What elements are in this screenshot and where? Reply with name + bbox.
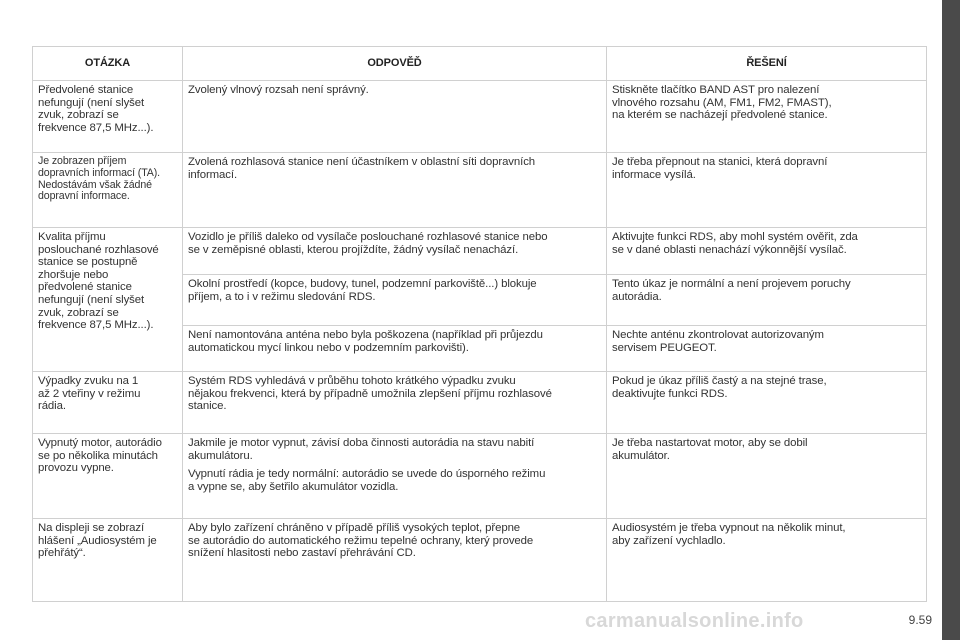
answer-cell: Zvolený vlnový rozsah není správný. xyxy=(183,81,607,153)
watermark: carmanualsonline.info xyxy=(585,610,804,632)
answer-cell: Okolní prostředí (kopce, budovy, tunel, podzemní parkoviště...) blokuje příjem, a to i v režimu sledování RDS. xyxy=(183,275,607,326)
answer-cell xyxy=(183,434,607,519)
solution-cell: Nechte anténu zkontrolovat autorizovaným servisem PEUGEOT. xyxy=(607,326,927,372)
answer-cell: Systém RDS vyhledává v průběhu tohoto krátkého výpadku zvuku nějakou frekvenci, která by případně umožnila zlepšení příjmu rozhlasové stanice. xyxy=(183,372,607,434)
question-cell: Kvalita příjmu poslouchané rozhlasové stanice se postupně zhoršuje nebo předvolené stanice nefungují (není slyšet zvuk, zobrazí se frekvence 87,5 MHz...). xyxy=(33,228,183,372)
table-row xyxy=(33,228,927,275)
header-solution: ŘEŠENÍ xyxy=(607,47,927,81)
question-cell: Na displeji se zobrazí hlášení „Audiosystém je přehřátý“. xyxy=(33,519,183,602)
question-cell: Vypnutý motor, autorádio se po několika minutách provozu vypne. xyxy=(33,434,183,519)
solution-cell: Tento úkaz je normální a není projevem poruchy autorádia. xyxy=(607,275,927,326)
answer-cell: Není namontována anténa nebo byla poškozena (například při průjezdu automatickou mycí linkou nebo v podzemním parkovišti). xyxy=(183,326,607,372)
troubleshooting-table xyxy=(32,46,927,602)
header-question: OTÁZKA xyxy=(33,47,183,81)
solution-cell: Pokud je úkaz příliš častý a na stejné trase, deaktivujte funkci RDS. xyxy=(607,372,927,434)
answer-paragraph: Jakmile je motor vypnut, závisí doba činnosti autorádia na stavu nabití akumulátoru. xyxy=(188,437,535,462)
table-row xyxy=(33,81,927,153)
page-edge-bar xyxy=(942,0,960,640)
question-cell: Výpadky zvuku na 1 až 2 vteřiny v režimu rádia. xyxy=(33,372,183,434)
answer-paragraph: Vypnutí rádia je tedy normální: autorádio se uvede do úsporného režimu a vypne se, aby šetřilo akumulátor vozidla. xyxy=(188,468,546,493)
question-cell: Je zobrazen příjem dopravních informací (TA). Nedostávám však žádné dopravní informace. xyxy=(33,153,183,228)
table-row xyxy=(33,519,927,602)
table-header-row xyxy=(33,47,927,81)
answer-cell: Zvolená rozhlasová stanice není účastníkem v oblastní síti dopravních informací. xyxy=(183,153,607,228)
solution-cell: Stiskněte tlačítko BAND AST pro nalezení vlnového rozsahu (AM, FM1, FM2, FMAST), na kterém se nacházejí předvolené stanice. xyxy=(607,81,927,153)
table-row xyxy=(33,153,927,228)
solution-cell: Audiosystém je třeba vypnout na několik minut, aby zařízení vychladlo. xyxy=(607,519,927,602)
header-answer: ODPOVĚĎ xyxy=(183,47,607,81)
question-cell: Předvolené stanice nefungují (není slyšet zvuk, zobrazí se frekvence 87,5 MHz...). xyxy=(33,81,183,153)
answer-cell: Vozidlo je příliš daleko od vysílače poslouchané rozhlasové stanice nebo se v zeměpisné oblasti, kterou projíždíte, žádný vysílač nenachází. xyxy=(183,228,607,275)
solution-cell: Aktivujte funkci RDS, aby mohl systém ověřit, zda se v dané oblasti nenachází výkonnější vysílač. xyxy=(607,228,927,275)
solution-cell: Je třeba nastartovat motor, aby se dobil akumulátor. xyxy=(607,434,927,519)
answer-cell: Aby bylo zařízení chráněno v případě příliš vysokých teplot, přepne se autorádio do automatického režimu tepelné ochrany, který provede snížení hlasitosti nebo zastaví přehrávání CD. xyxy=(183,519,607,602)
solution-cell: Je třeba přepnout na stanici, která dopravní informace vysílá. xyxy=(607,153,927,228)
table-row xyxy=(33,434,927,519)
table-row xyxy=(33,372,927,434)
page-number: 9.59 xyxy=(908,613,932,627)
